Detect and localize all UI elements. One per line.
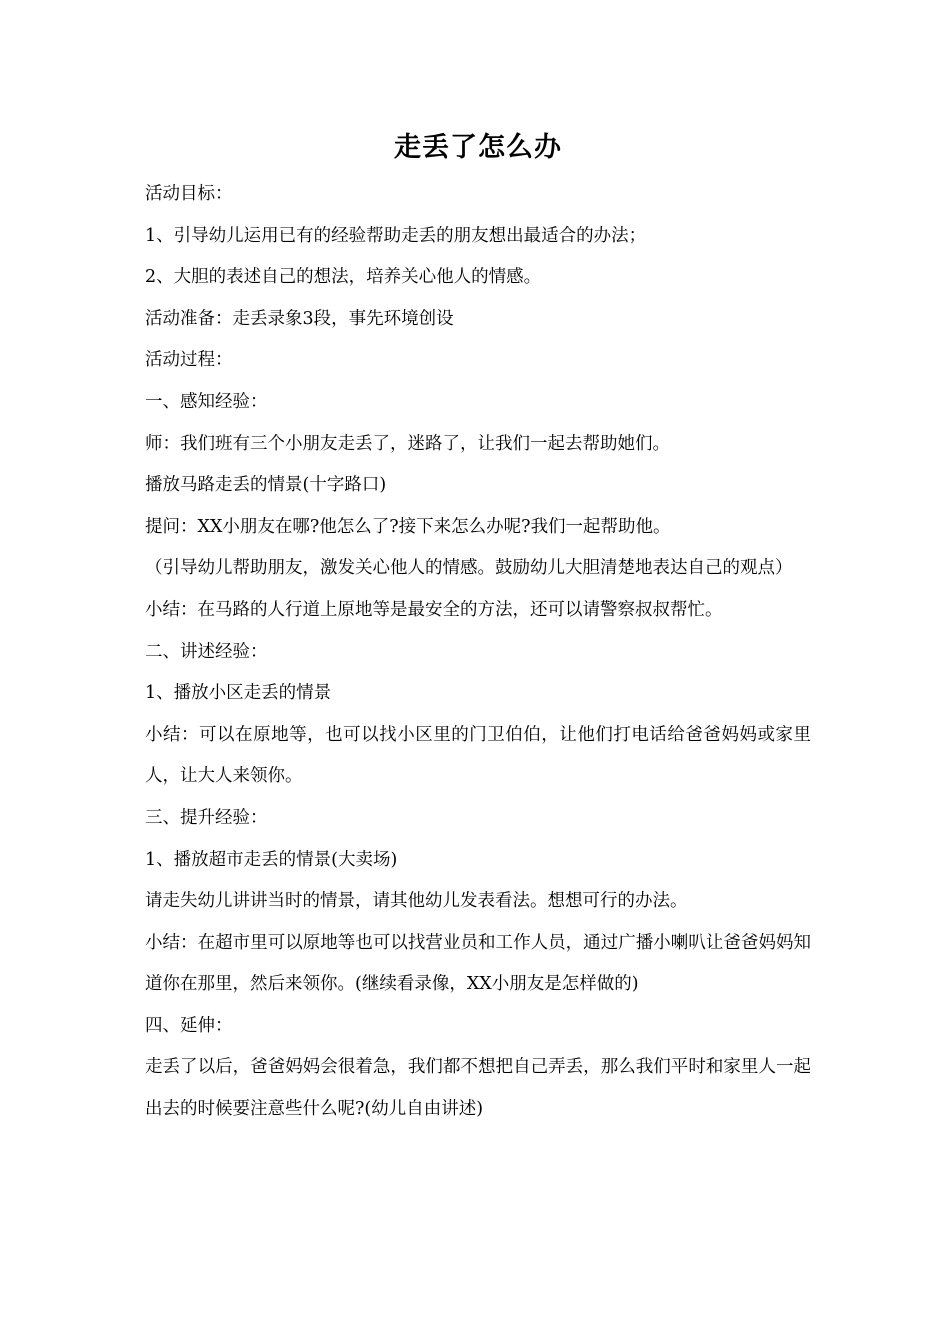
paragraph-teacher-intro: 师：我们班有三个小朋友走丢了，迷路了，让我们一起去帮助她们。 xyxy=(145,433,670,454)
paragraph-preparation: 活动准备：走丢录象3段，事先环境创设 xyxy=(145,308,454,329)
paragraph-objective-2: 2、大胆的表述自己的想法，培养关心他人的情感。 xyxy=(145,267,542,288)
paragraph-guidance-note: （引导幼儿帮助朋友，激发关心他人的情感。鼓励幼儿大胆清楚地表达自己的观点） xyxy=(145,558,793,579)
paragraph-section-4-heading: 四、延伸： xyxy=(145,1015,233,1036)
paragraph-process-heading: 活动过程： xyxy=(145,350,233,371)
paragraph-question: 提问：XX小朋友在哪?他怎么了?接下来怎么办呢?我们一起帮助他。 xyxy=(145,516,671,537)
paragraph-objectives-heading: 活动目标： xyxy=(145,184,233,204)
paragraph-objective-1: 1、引导幼儿运用已有的经验帮助走丢的朋友想出最适合的办法； xyxy=(145,225,647,246)
document-title: 走丢了怎么办 xyxy=(394,132,562,163)
paragraph-summary-road: 小结：在马路的人行道上原地等是最安全的方法，还可以请警察叔叔帮忙。 xyxy=(145,599,723,620)
paragraph-section-3-heading: 三、提升经验： xyxy=(145,807,268,828)
paragraph-discussion: 请走失幼儿讲讲当时的情景，请其他幼儿发表看法。想想可行的办法。 xyxy=(145,891,688,912)
paragraph-play-road: 播放马路走丢的情景(十字路口) xyxy=(145,475,387,496)
paragraph-section-1-heading: 一、感知经验： xyxy=(145,391,268,412)
paragraph-extension: 走丢了以后，爸爸妈妈会很着急，我们都不想把自己弄丢，那么我们平时和家里人一起出去的时候要注意些什么呢?(幼儿自由讲述) xyxy=(145,1057,811,1120)
paragraph-summary-supermarket: 小结：在超市里可以原地等也可以找营业员和工作人员，通过广播小喇叭让爸爸妈妈知道你在那里，然后来领你。(继续看录像，XX小朋友是怎样做的) xyxy=(145,932,811,995)
paragraph-play-supermarket: 1、播放超市走丢的情景(大卖场) xyxy=(145,849,398,870)
paragraph-summary-community: 小结：可以在原地等，也可以找小区里的门卫伯伯，让他们打电话给爸爸妈妈或家里人，让大人来领你。 xyxy=(145,724,811,787)
document-page xyxy=(145,128,811,1131)
paragraph-play-community: 1、播放小区走丢的情景 xyxy=(145,683,332,704)
paragraph-section-2-heading: 二、讲述经验： xyxy=(145,641,268,662)
